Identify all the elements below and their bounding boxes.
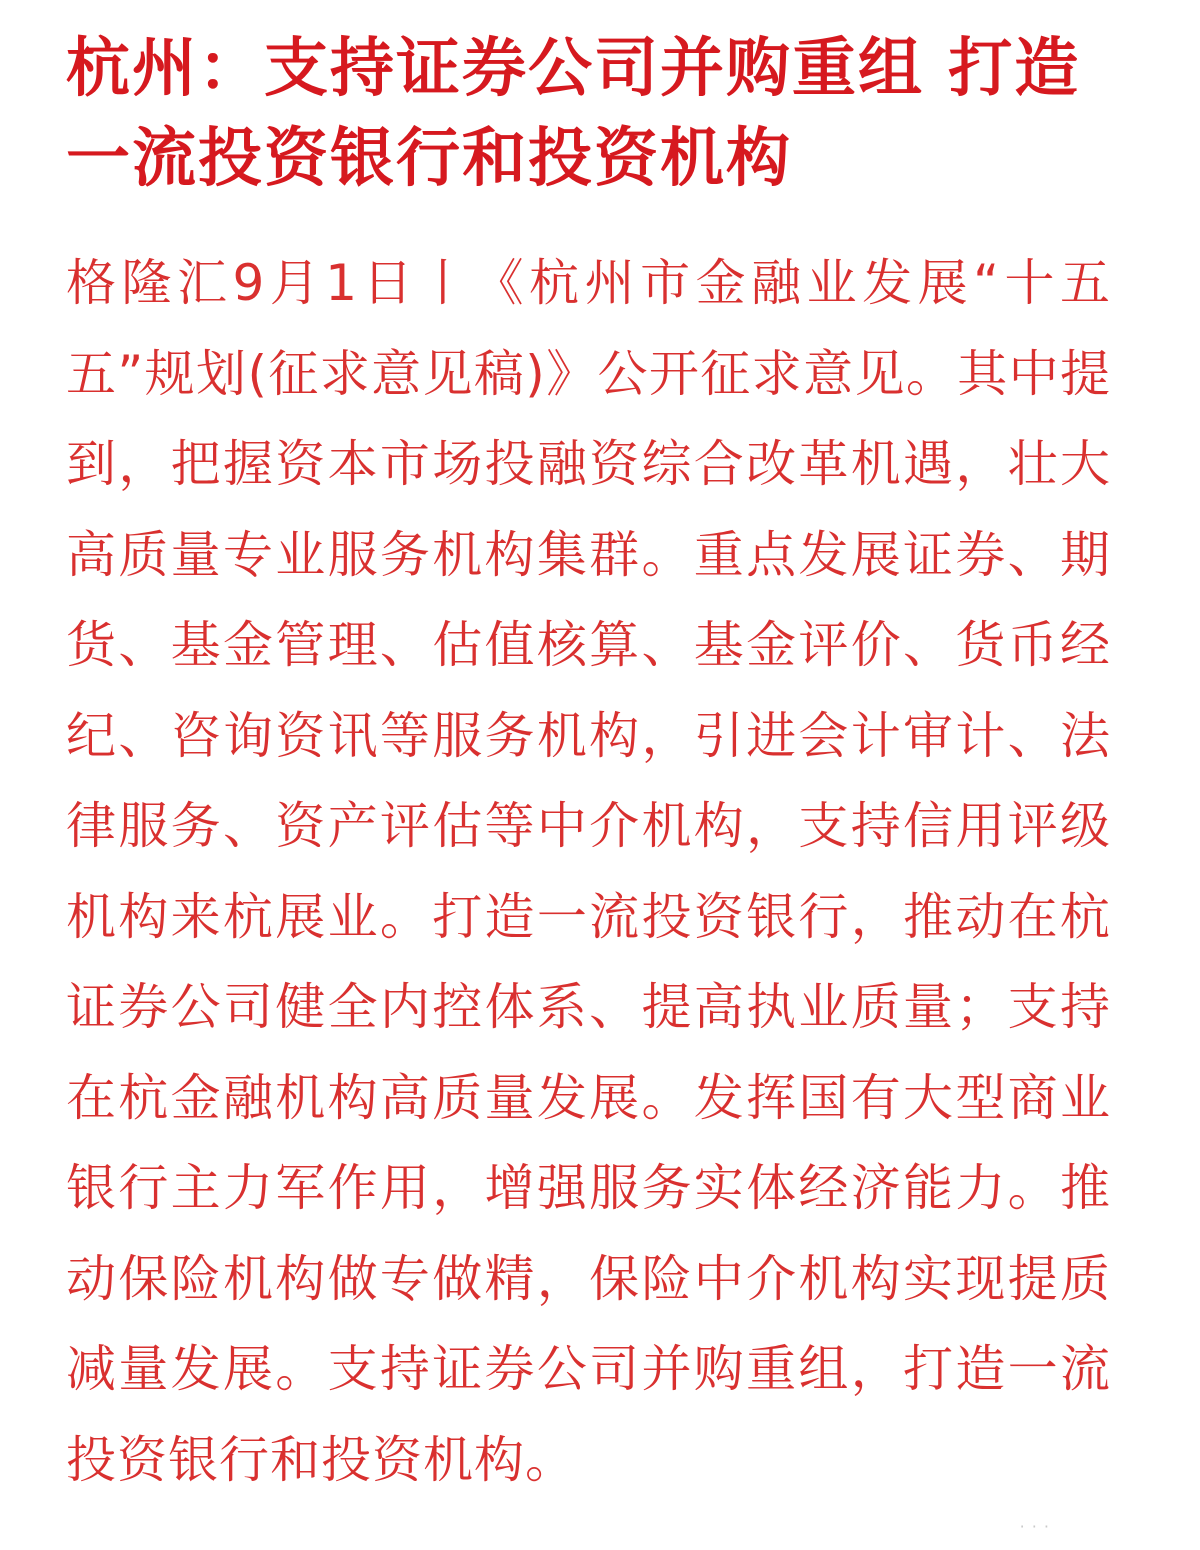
source-separator: 丨 [418,254,474,312]
article-text: 《杭州市金融业发展“十五五”规划(征求意见稿)》公开征求意见。其中提到，把握资本市场投融资综合改革机遇，壮大高质量专业服务机构集群。重点发展证券、期货、基金管理、估值核算、基金评价、货币经纪、咨询资讯等服务机构，引进会计审计、法律服务、资产评估等中介机构，支持信用评级机构来杭展业。打造一流投资银行，推动在杭证券公司健全内控体系、提高执业质量；支持在杭金融机构高质量发展。发挥国有大型商业银行主力军作用，增强服务实体经济能力。推动保险机构做专做精，保险中介机构实现提质减量发展。支持证券公司并购重组，打造一流投资银行和投资机构。 [66,254,1112,1489]
watermark-mark: · · · [1019,1517,1050,1536]
article-source: 格隆汇9月1日 [66,254,419,312]
article-title: 杭州：支持证券公司并购重组 打造一流投资银行和投资机构 [66,32,1081,196]
article-body [66,238,1111,1505]
